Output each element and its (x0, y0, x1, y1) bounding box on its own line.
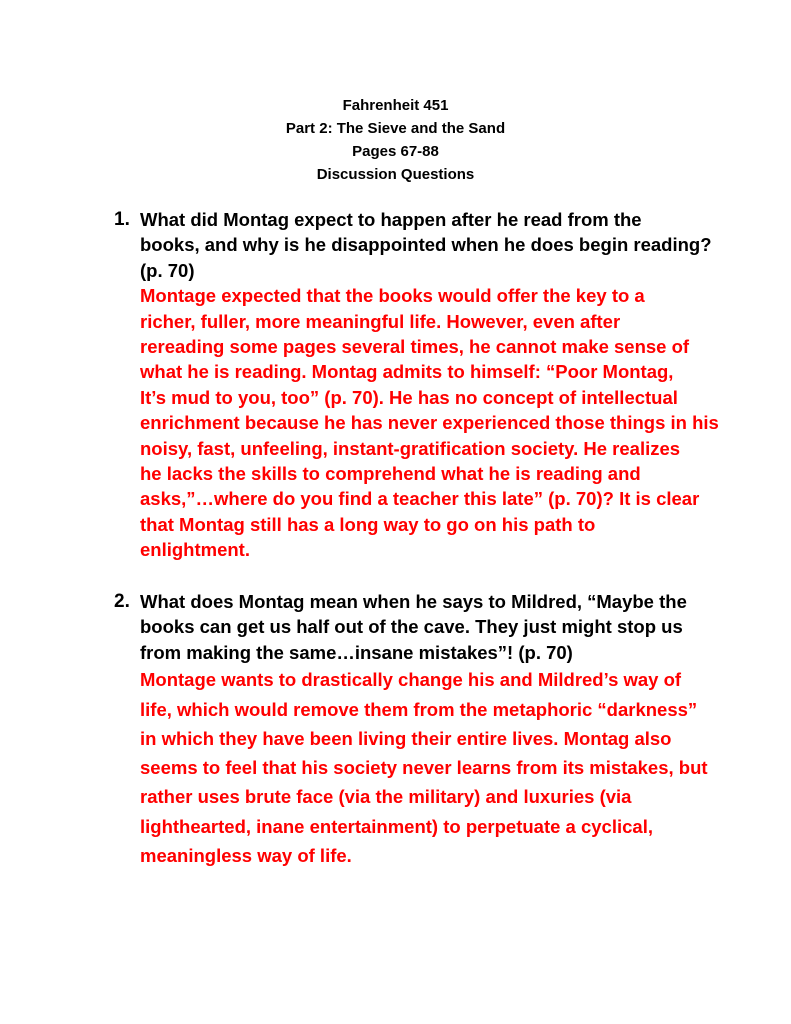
document-title: Fahrenheit 451 (342, 97, 449, 114)
question-line: What did Montag expect to happen after he read from the (140, 209, 642, 230)
question-number: 2. (114, 591, 130, 612)
document-pages: Pages 67-88 (352, 143, 439, 160)
question-line: (p. 70) (140, 259, 195, 281)
question-line: What does Montag mean when he says to Mildred, “Maybe the (140, 591, 687, 612)
answer-line: richer, fuller, more meaningful life. However, even after (140, 310, 621, 332)
answer-line: Montage wants to drastically change his and Mildred’s way of (140, 669, 682, 691)
question-line: books, and why is he disappointed when he does begin reading? (140, 234, 712, 256)
question-line: books can get us half out of the cave. They just might stop us (140, 616, 683, 638)
answer-line: lighthearted, inane entertainment) to perpetuate a cyclical, (140, 815, 653, 837)
answer-line: It’s mud to you, too” (p. 70). He has no concept of intellectual (140, 386, 678, 408)
answer-text (140, 665, 714, 870)
question-2 (114, 589, 714, 870)
answer-line: in which they have been living their entire lives. Montag also (140, 727, 672, 749)
document-subtitle: Discussion Questions (316, 166, 475, 183)
answer-line: noisy, fast, unfeeling, instant-gratification society. He realizes (140, 437, 681, 459)
answer-line: asks,”…where do you find a teacher this late” (p. 70)? It is clear (140, 488, 700, 510)
answer-line: Montage expected that the books would offer the key to a (140, 285, 645, 307)
answer-text (140, 283, 719, 562)
answer-line: he lacks the skills to comprehend what he is reading and (140, 463, 641, 485)
document-part: Part 2: The Sieve and the Sand (285, 120, 506, 137)
question-line: from making the same…insane mistakes”! (p. 70) (140, 641, 573, 663)
answer-line: rereading some pages several times, he cannot make sense of (140, 336, 690, 358)
question-text (140, 207, 714, 283)
question-1 (114, 207, 719, 563)
document-header (0, 94, 791, 186)
answer-line: enrichment because he has never experienced those things in his (140, 412, 719, 434)
answer-line: rather uses brute face (via the military) and luxuries (via (140, 786, 632, 808)
question-text (140, 589, 714, 665)
answer-line: what he is reading. Montag admits to himself: “Poor Montag, (140, 361, 674, 383)
question-number: 1. (114, 209, 130, 230)
answer-line: life, which would remove them from the metaphoric “darkness” (140, 698, 698, 720)
answer-line: seems to feel that his society never learns from its mistakes, but (140, 757, 708, 779)
answer-line: enlightment. (140, 539, 250, 561)
answer-line: that Montag still has a long way to go on his path to (140, 513, 596, 535)
answer-line: meaningless way of life. (140, 845, 352, 866)
